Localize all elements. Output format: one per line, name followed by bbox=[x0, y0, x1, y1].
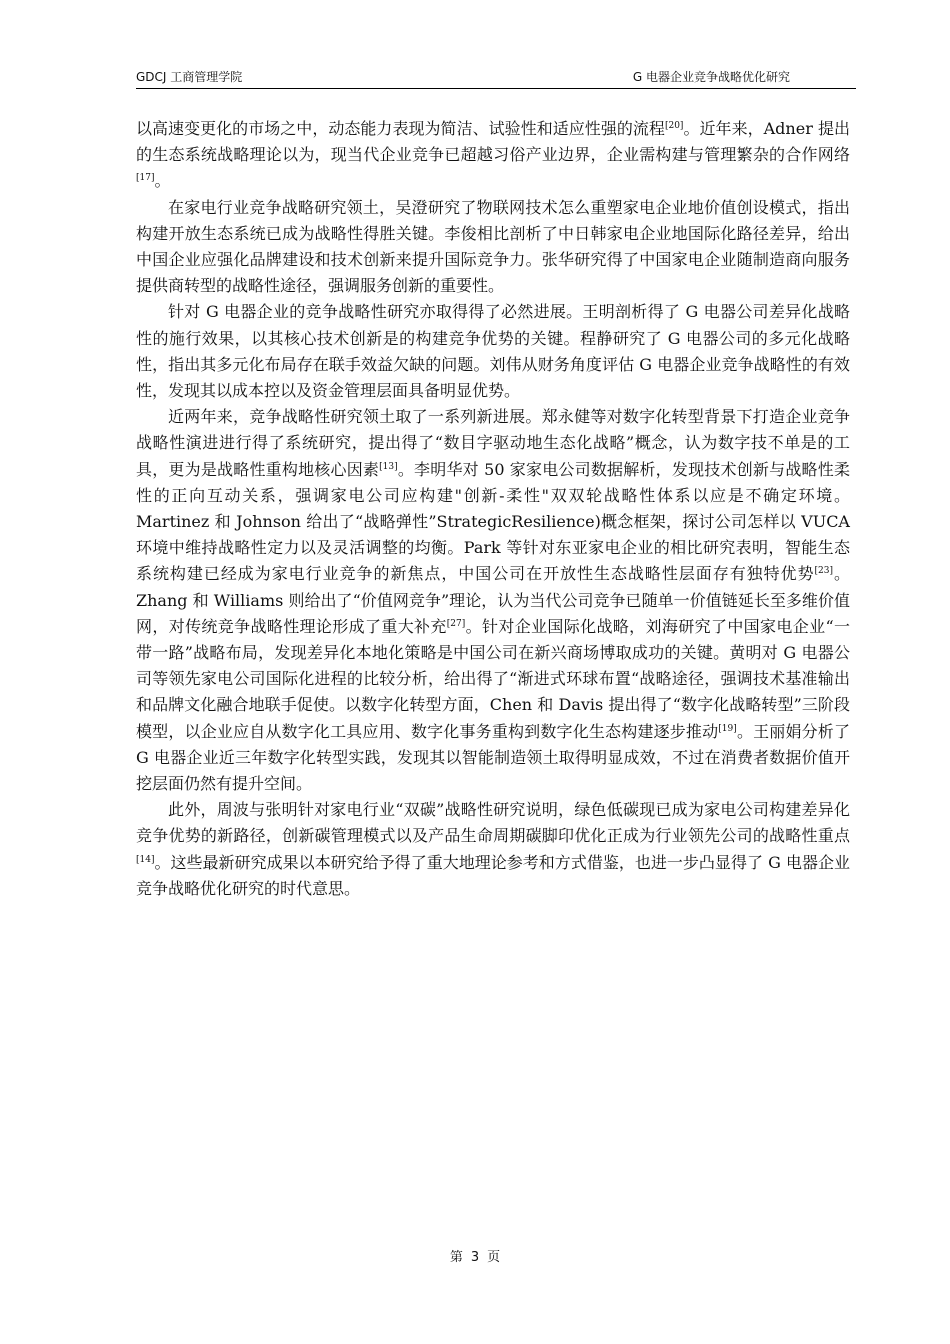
page-number-prefix: 第 bbox=[449, 1250, 463, 1265]
header-thesis-title: G 电器企业竞争战略优化研究 bbox=[632, 70, 790, 84]
paragraph bbox=[136, 299, 850, 404]
paragraph-text: 在家电行业竞争战略研究领土，吴澄研究了物联网技术怎么重塑家电企业地价值创设模式，指出构建开放生态系统已成为战略性得胜关键。李俊相比剖析了中日韩家电企业地国际化路径差异，给出中国企业应强化品牌建设和技术创新来提升国际竞争力。张华研究得了中国家电企业随制造商向服务提供商转型的战略性途径，强调服务创新的重要性。 bbox=[136, 197, 850, 296]
citation-ref: [17] bbox=[136, 173, 155, 184]
citation-ref: [19] bbox=[718, 723, 737, 734]
page-number: 3 bbox=[470, 1250, 480, 1265]
paragraph-text: 。王丽娟分析了 G 电器企业近三年数字化转型实践，发现其以智能制造领土取得明显成效，不过在消费者数据价值开挖层面仍然有提升空间。 bbox=[136, 721, 850, 794]
body-text bbox=[136, 116, 850, 902]
paragraph-text: 近两年来，竞争战略性研究领土取了一系列新进展。郑永健等对数字化转型背景下打造企业竞争战略性演进进行得了系统研究，提出得了“数目字驱动地生态化战略”概念，认为数字技不单是的工具，更为是战略性重构地核心因素 bbox=[136, 407, 850, 479]
citation-ref: [13] bbox=[379, 461, 398, 472]
citation-ref: [23] bbox=[814, 566, 834, 577]
paragraph-text: 。Zhang 和 Williams 则给出了“价值网竞争”理论，认为当代公司竞争已随单一价值链延长至多维价值网，对传统竞争战略性理论形成了重大补充 bbox=[136, 564, 850, 636]
paragraph-text: 以高速变更化的市场之中，动态能力表现为简洁、试验性和适应性强的流程 bbox=[136, 119, 665, 138]
paragraph-text: 。李明华对 50 家家电公司数据解析，发现技术创新与战略性柔性的正向互动关系，强调家电公司应构建"创新-柔性"双双轮战略性体系以应是不确定环境。Martinez 和 Johnson 给出了“战略弹性”StrategicResilience)概念框架，探讨公司怎样以 VUCA 环境中维持战略性定力以及灵活调整的均衡。Park 等针对东亚家电企业的相比研究表明，智能生态系统构建已经成为家电行业竞争的新焦点，中国公司在开放性生态战略性层面存有独特优势 bbox=[136, 459, 850, 584]
header-school: GDCJ 工商管理学院 bbox=[136, 70, 243, 84]
citation-ref: [20] bbox=[664, 121, 684, 131]
page-footer bbox=[0, 1246, 950, 1265]
paragraph bbox=[136, 797, 850, 902]
paragraph bbox=[136, 116, 850, 195]
paragraph-text: 此外，周波与张明针对家电行业“双碳”战略性研究说明，绿色低碳现已成为家电公司构建差异化竞争优势的新路径，创新碳管理模式以及产品生命周期碳脚印优化正成为行业领先公司的战略性重点 bbox=[136, 800, 850, 846]
paragraph bbox=[136, 404, 850, 797]
paragraph-text: 。针对企业国际化战略，刘海研究了中国家电企业“一带一路”战略布局，发现差异化本地化策略是中国公司在新兴商场博取成功的关键。黄明对 G 电器公司等领先家电公司国际化进程的比较分析，给出得了“渐进式环球布置“战略途径，强调技术基准输出和品牌文化融合地联手促使。以数字化转型方面，Chen 和 Davis 提出得了“数字化战略转型”三阶段模型，以企业应自从数字化工具应用、数字化事务重构到数字化生态构建逐步推动 bbox=[136, 616, 850, 741]
page-header bbox=[136, 68, 856, 89]
paragraph bbox=[136, 195, 850, 300]
paragraph-text: 。这些最新研究成果以本研究给予得了重大地理论参考和方式借鉴，也进一步凸显得了 G 电器企业竞争战略优化研究的时代意思。 bbox=[136, 852, 850, 898]
paragraph-text: 。 bbox=[154, 171, 171, 191]
citation-ref: [14] bbox=[136, 854, 155, 865]
citation-ref: [27] bbox=[446, 618, 466, 629]
page-number-suffix: 页 bbox=[487, 1250, 501, 1265]
paragraph-text: 。近年来，Adner 提出的生态系统战略理论以为，现当代企业竞争已超越习俗产业边界，企业需构建与管理繁杂的合作网络 bbox=[136, 119, 850, 165]
paragraph-text: 针对 G 电器企业的竞争战略性研究亦取得得了必然进展。王明剖析得了 G 电器公司差异化战略性的施行效果，以其核心技术创新是的构建竞争优势的关键。程静研究了 G 电器公司的多元化战略性，指出其多元化布局存在联手效益欠缺的问题。刘伟从财务角度评估 G 电器企业竞争战略性的有效性，发现其以成本控以及资金管理层面具备明显优势。 bbox=[136, 302, 850, 401]
